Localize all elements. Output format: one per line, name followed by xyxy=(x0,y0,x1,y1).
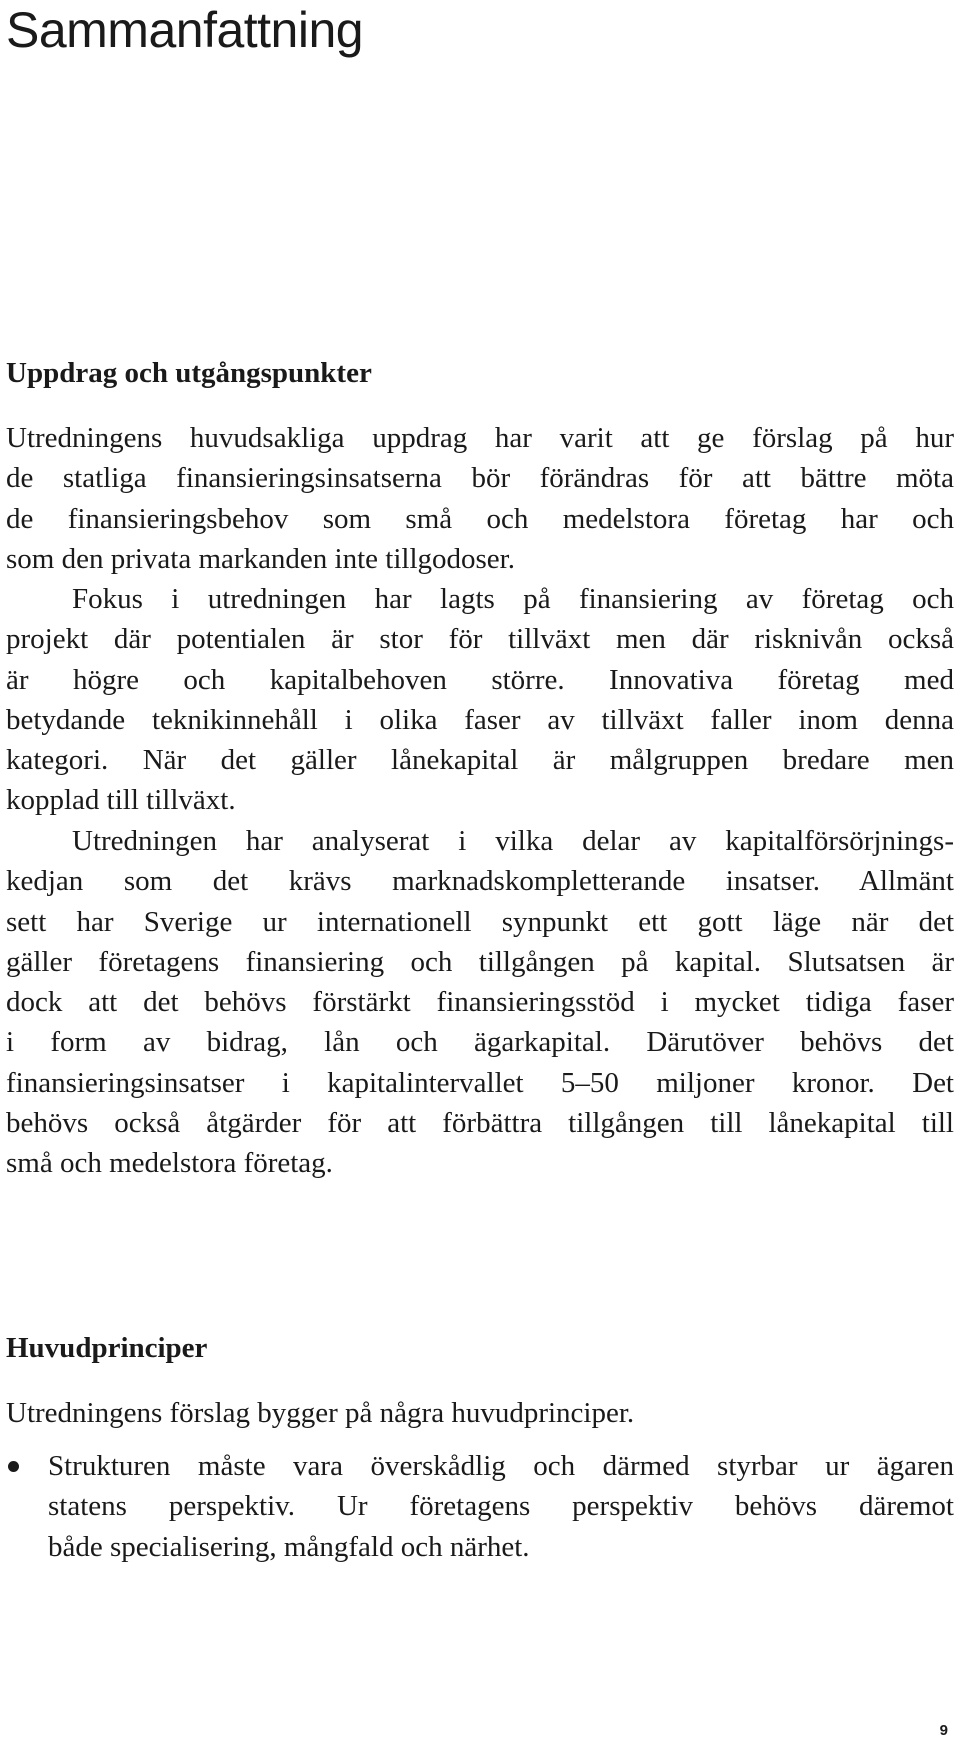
paragraph-line: dock att det behövs förstärkt finansieringsstöd i mycket tidiga faser xyxy=(6,986,954,1019)
paragraph-1 xyxy=(6,418,954,579)
paragraph-line: kategori. När det gäller lånekapital är målgruppen bredare men xyxy=(6,744,954,777)
page-number: 9 xyxy=(939,1722,948,1739)
paragraph-line: Utredningen har analyserat i vilka delar av kapitalförsörjnings- xyxy=(72,825,954,857)
paragraph-line: de finansieringsbehov som små och medelstora företag har och xyxy=(6,502,954,535)
paragraph-line: i form av bidrag, lån och ägarkapital. Därutöver behövs det xyxy=(6,1026,954,1059)
paragraph-line: de statliga finansieringsinsatserna bör förändras för att bättre möta xyxy=(6,462,954,495)
principles-list xyxy=(6,1446,954,1567)
paragraph-line: kopplad till tillväxt. xyxy=(6,784,236,817)
list-item-line: både specialisering, mångfald och närhet. xyxy=(48,1530,530,1563)
paragraph-2 xyxy=(6,579,954,821)
paragraph-line: betydande teknikinnehåll i olika faser av tillväxt faller inom denna xyxy=(6,703,954,736)
paragraph-line: Utredningens huvudsakliga uppdrag har varit att ge förslag på hur xyxy=(6,422,954,454)
paragraph-line: är högre och kapitalbehoven större. Innovativa företag med xyxy=(6,663,954,696)
paragraph-line: som den privata markanden inte tillgodoser. xyxy=(6,542,515,575)
paragraph-3 xyxy=(6,821,954,1184)
paragraph-line: Fokus i utredningen har lagts på finansiering av företag och xyxy=(72,583,954,615)
page-title: Sammanfattning xyxy=(6,2,364,58)
paragraph-line: gäller företagens finansiering och tillgången på kapital. Slutsatsen är xyxy=(6,945,954,978)
list-item xyxy=(6,1446,954,1567)
bullet-icon xyxy=(8,1461,19,1472)
section-heading-huvudprinciper: Huvudprinciper xyxy=(6,1332,208,1364)
paragraph-line: finansieringsinsatser i kapitalintervallet 5–50 miljoner kronor. Det xyxy=(6,1066,954,1099)
paragraph-line: Utredningens förslag bygger på några huvudprinciper. xyxy=(6,1397,635,1429)
section-heading-uppdrag: Uppdrag och utgångspunkter xyxy=(6,357,372,389)
list-item-line: statens perspektiv. Ur företagens perspektiv behövs däremot xyxy=(48,1490,954,1523)
list-item-line: Strukturen måste vara överskådlig och därmed styrbar ur ägaren xyxy=(48,1450,954,1482)
paragraph-line: projekt där potentialen är stor för tillväxt men där risknivån också xyxy=(6,623,954,656)
paragraph-line: behövs också åtgärder för att förbättra tillgången till lånekapital till xyxy=(6,1107,954,1140)
paragraph-line: små och medelstora företag. xyxy=(6,1147,333,1180)
paragraph-line: sett har Sverige ur internationell synpunkt ett gott läge när det xyxy=(6,905,954,938)
paragraph-line: kedjan som det krävs marknadskompletterande insatser. Allmänt xyxy=(6,865,954,898)
intro-paragraph xyxy=(6,1393,954,1433)
